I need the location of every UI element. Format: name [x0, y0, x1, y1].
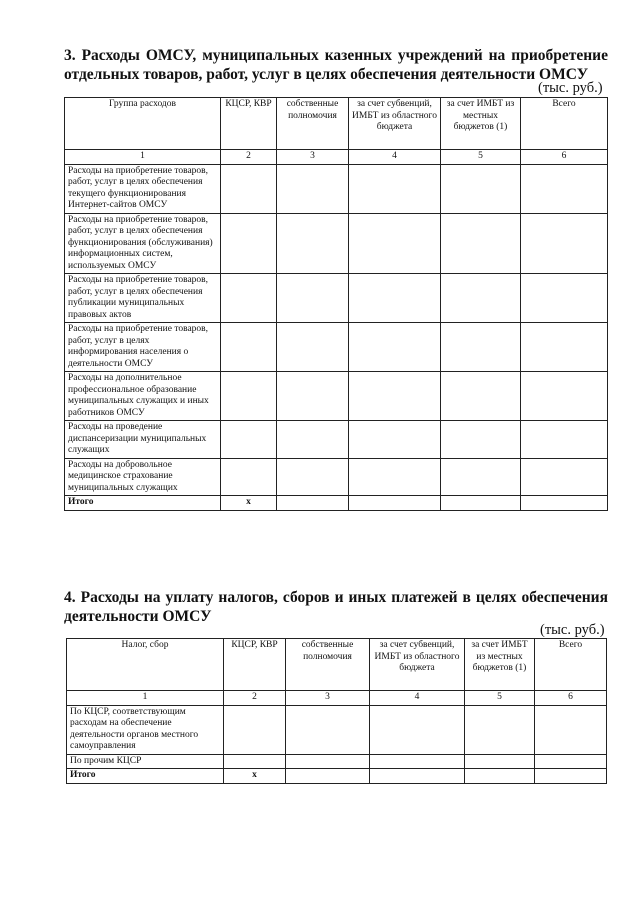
- empty-cell: [277, 458, 349, 496]
- header-cell: за счет субвенций, ИМБТ из областного бюджета: [349, 98, 441, 150]
- empty-cell: [277, 323, 349, 372]
- column-number: 4: [370, 691, 465, 706]
- header-cell: Всего: [535, 639, 607, 691]
- column-number: 1: [65, 150, 221, 165]
- empty-cell: [441, 164, 521, 213]
- section4-title: 4. Расходы на уплату налогов, сборов и иных платежей в целях обеспечения деятельности ОМСУ: [64, 589, 608, 625]
- section4-unit: (тыс. руб.): [540, 622, 605, 638]
- header-cell: Группа расходов: [65, 98, 221, 150]
- row-label: Расходы на приобретение товаров, работ, услуг в целях обеспечения функционирования (обслуживания) информационных систем, используемых ОМСУ: [65, 213, 221, 274]
- empty-cell: [277, 496, 349, 511]
- column-number: 2: [221, 150, 277, 165]
- column-number-row: [65, 150, 608, 165]
- empty-cell: [535, 754, 607, 769]
- total-label: Итого: [67, 769, 224, 784]
- empty-cell: [349, 274, 441, 323]
- empty-cell: [221, 164, 277, 213]
- empty-cell: [221, 421, 277, 459]
- section4-table: [66, 638, 607, 784]
- empty-cell: [441, 496, 521, 511]
- row-label: Расходы на приобретение товаров, работ, услуг в целях обеспечения текущего функционирования Интернет-сайтов ОМСУ: [65, 164, 221, 213]
- total-label: Итого: [65, 496, 221, 511]
- total-row: [67, 769, 607, 784]
- column-number: 1: [67, 691, 224, 706]
- empty-cell: [286, 705, 370, 754]
- table-row: [65, 372, 608, 421]
- column-number: 3: [277, 150, 349, 165]
- empty-cell: [277, 421, 349, 459]
- empty-cell: [349, 458, 441, 496]
- header-cell: за счет субвенций, ИМБТ из областного бюджета: [370, 639, 465, 691]
- empty-cell: [224, 754, 286, 769]
- empty-cell: [441, 274, 521, 323]
- column-number: 6: [535, 691, 607, 706]
- empty-cell: [349, 496, 441, 511]
- empty-cell: [224, 705, 286, 754]
- empty-cell: [349, 213, 441, 274]
- empty-cell: [221, 213, 277, 274]
- column-number-row: [67, 691, 607, 706]
- table-row: [65, 458, 608, 496]
- header-cell: КЦСР, КВР: [224, 639, 286, 691]
- empty-cell: [349, 164, 441, 213]
- empty-cell: [465, 705, 535, 754]
- table-row: [65, 323, 608, 372]
- empty-cell: [521, 164, 608, 213]
- table-header-row: [65, 98, 608, 150]
- total-row: [65, 496, 608, 511]
- empty-cell: [277, 164, 349, 213]
- row-label: По прочим КЦСР: [67, 754, 224, 769]
- empty-cell: [521, 496, 608, 511]
- column-number: 2: [224, 691, 286, 706]
- table-row: [67, 705, 607, 754]
- header-cell: за счет ИМБТ из местных бюджетов (1): [465, 639, 535, 691]
- empty-cell: [221, 274, 277, 323]
- empty-cell: [521, 458, 608, 496]
- table-header-row: [67, 639, 607, 691]
- row-label: Расходы на проведение диспансеризации муниципальных служащих: [65, 421, 221, 459]
- empty-cell: [221, 323, 277, 372]
- table-row: [65, 274, 608, 323]
- table-row: [65, 213, 608, 274]
- row-label: Расходы на дополнительное профессиональное образование муниципальных служащих и иных работников ОМСУ: [65, 372, 221, 421]
- empty-cell: [286, 769, 370, 784]
- row-label: Расходы на приобретение товаров, работ, услуг в целях обеспечения публикации муниципальных правовых актов: [65, 274, 221, 323]
- column-number: 4: [349, 150, 441, 165]
- empty-cell: [521, 372, 608, 421]
- empty-cell: [221, 372, 277, 421]
- column-number: 5: [441, 150, 521, 165]
- total-mark: х: [221, 496, 277, 511]
- empty-cell: [349, 421, 441, 459]
- empty-cell: [441, 213, 521, 274]
- empty-cell: [521, 213, 608, 274]
- empty-cell: [465, 754, 535, 769]
- empty-cell: [370, 769, 465, 784]
- table-row: [65, 164, 608, 213]
- total-mark: х: [224, 769, 286, 784]
- empty-cell: [441, 458, 521, 496]
- empty-cell: [370, 754, 465, 769]
- column-number: 6: [521, 150, 608, 165]
- empty-cell: [535, 769, 607, 784]
- table-row: [67, 754, 607, 769]
- empty-cell: [535, 705, 607, 754]
- column-number: 5: [465, 691, 535, 706]
- empty-cell: [221, 458, 277, 496]
- empty-cell: [277, 372, 349, 421]
- section3-table: [64, 97, 608, 511]
- empty-cell: [521, 421, 608, 459]
- empty-cell: [441, 372, 521, 421]
- empty-cell: [277, 213, 349, 274]
- empty-cell: [277, 274, 349, 323]
- empty-cell: [521, 274, 608, 323]
- empty-cell: [370, 705, 465, 754]
- header-cell: собственные полномочия: [277, 98, 349, 150]
- row-label: По КЦСР, соответствующим расходам на обеспечение деятельности органов местного самоуправления: [67, 705, 224, 754]
- empty-cell: [521, 323, 608, 372]
- empty-cell: [465, 769, 535, 784]
- header-cell: Всего: [521, 98, 608, 150]
- header-cell: Налог, сбор: [67, 639, 224, 691]
- empty-cell: [441, 323, 521, 372]
- section3-title: 3. Расходы ОМСУ, муниципальных казенных учреждений на приобретение отдельных товаров, работ, услуг в целях обеспечения деятельности ОМСУ: [64, 47, 608, 83]
- row-label: Расходы на приобретение товаров, работ, услуг в целях информирования населения о деятельности ОМСУ: [65, 323, 221, 372]
- row-label: Расходы на добровольное медицинское страхование муниципальных служащих: [65, 458, 221, 496]
- column-number: 3: [286, 691, 370, 706]
- empty-cell: [286, 754, 370, 769]
- empty-cell: [441, 421, 521, 459]
- header-cell: собственные полномочия: [286, 639, 370, 691]
- empty-cell: [349, 323, 441, 372]
- header-cell: КЦСР, КВР: [221, 98, 277, 150]
- empty-cell: [349, 372, 441, 421]
- table-row: [65, 421, 608, 459]
- header-cell: за счет ИМБТ из местных бюджетов (1): [441, 98, 521, 150]
- section3-unit: (тыс. руб.): [538, 80, 603, 96]
